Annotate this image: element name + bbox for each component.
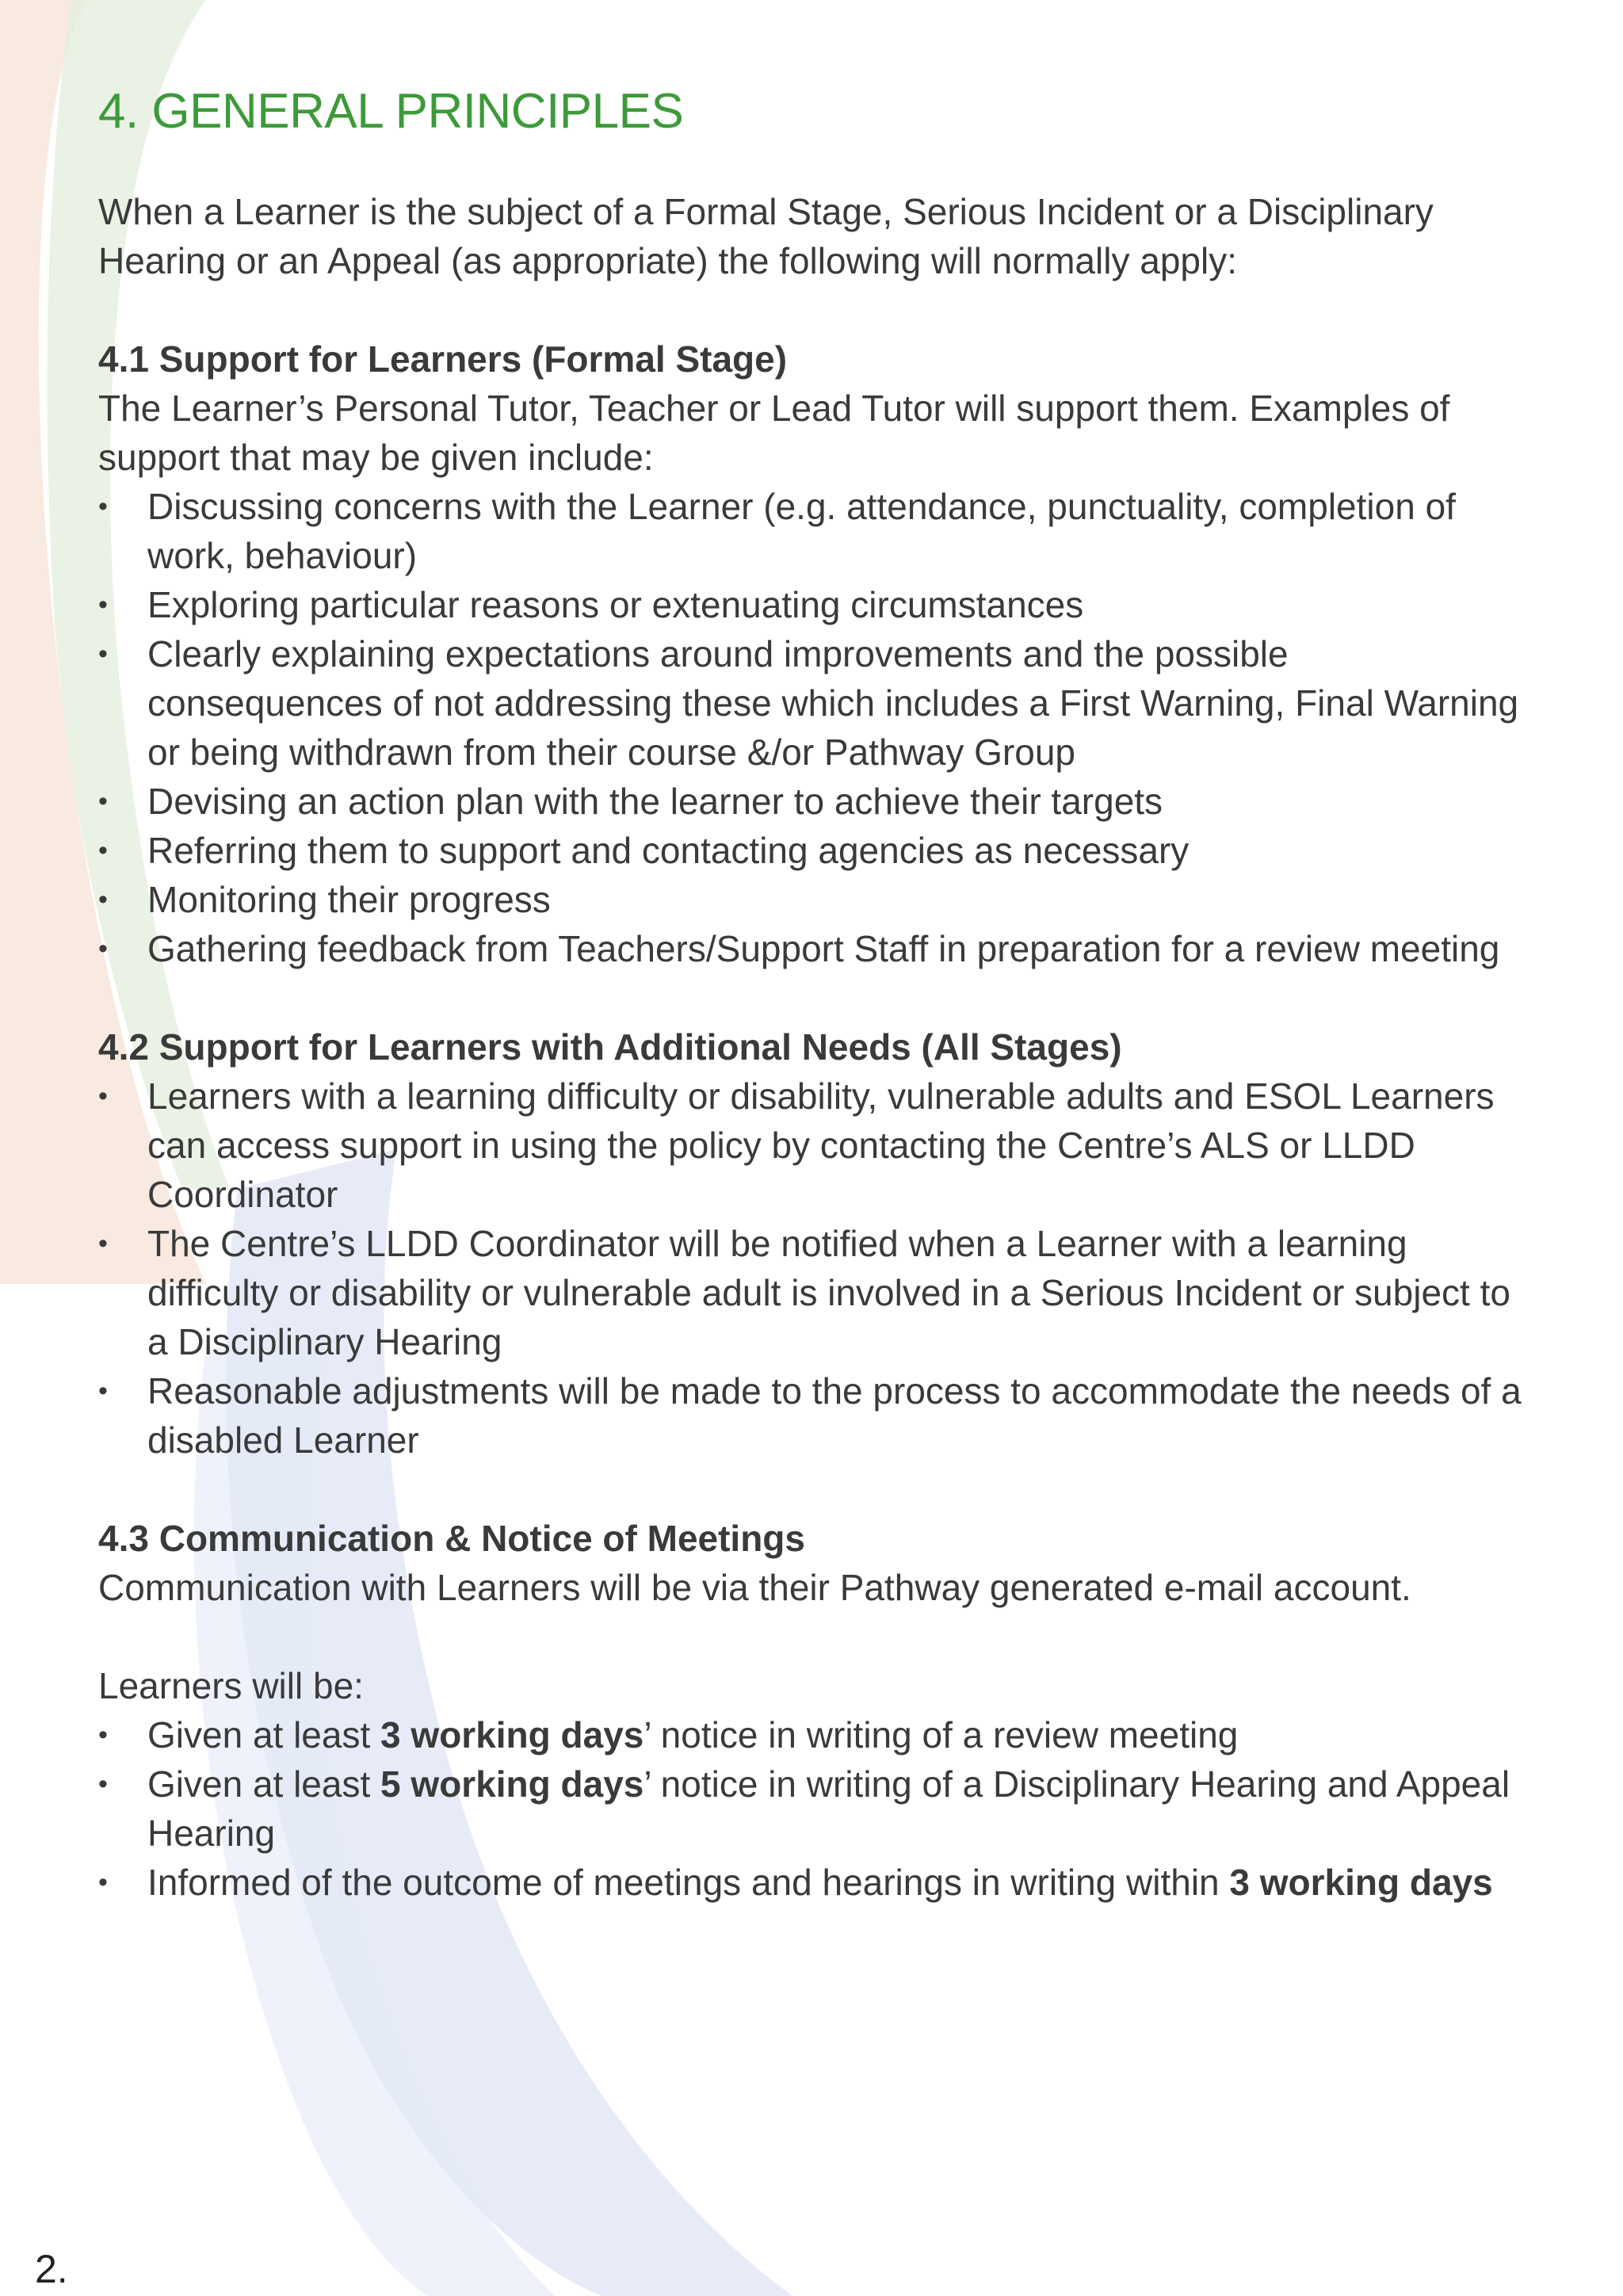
section-4-3-text: Communication with Learners will be via their Pathway generated e-mail account. [98, 1567, 1411, 1609]
page-number: 2. [35, 2247, 68, 2291]
list-item [98, 1710, 1525, 1759]
section-4-2-list [98, 1072, 1525, 1465]
section-4-1-title: 4.1 Support for Learners (Formal Stage) [98, 338, 788, 380]
list-item: • Reasonable adjustments will be made to the process to accommodate the needs of a disabled Learner [98, 1366, 1525, 1465]
list-item [98, 1858, 1525, 1907]
section-4-3-lead: Learners will be: [98, 1665, 364, 1707]
page-heading: 4. GENERAL PRINCIPLES [98, 84, 684, 139]
list-item: • Exploring particular reasons or extenuating circumstances [98, 580, 1525, 629]
notice-days: 3 working days [380, 1714, 644, 1756]
section-4-2-title: 4.2 Support for Learners with Additional Needs (All Stages) [98, 1026, 1122, 1068]
document-body [98, 82, 1525, 1907]
section-4-1 [98, 334, 1525, 973]
outcome-pre: Informed of the outcome of meetings and hearings in writing within [147, 1862, 1230, 1904]
notice-days: 5 working days [380, 1763, 644, 1805]
list-item: • Learners with a learning difficulty or disability, vulnerable adults and ESOL Learners can access support in using the policy by contacting the Centre’s ALS or LLDD Coordinator [98, 1072, 1525, 1219]
list-item: • Discussing concerns with the Learner (e.g. attendance, punctuality, completion of work, behaviour) [98, 482, 1525, 580]
section-4-2 [98, 1022, 1525, 1465]
section-4-3-title: 4.3 Communication & Notice of Meetings [98, 1518, 805, 1560]
list-item: • Referring them to support and contacting agencies as necessary [98, 826, 1525, 875]
list-item: • The Centre’s LLDD Coordinator will be notified when a Learner with a learning difficulty or disability or vulnerable adult is involved in a Serious Incident or subject to a Disciplinary Hearing [98, 1219, 1525, 1366]
section-4-3-list [98, 1710, 1525, 1907]
list-item: • Monitoring their progress [98, 875, 1525, 924]
notice-pre: Given at least [147, 1714, 381, 1756]
intro-paragraph: When a Learner is the subject of a Formal Stage, Serious Incident or a Disciplinary Hearing or an Appeal (as appropriate) the following will normally apply: [98, 191, 1434, 282]
list-item: • Devising an action plan with the learner to achieve their targets [98, 777, 1525, 826]
list-item [98, 1759, 1525, 1858]
list-item: • Clearly explaining expectations around improvements and the possible consequences of not addressing these which includes a First Warning, Final Warning or being withdrawn from their course &/or Pathway Group [98, 629, 1525, 777]
section-4-1-list [98, 482, 1525, 973]
list-item: • Gathering feedback from Teachers/Support Staff in preparation for a review meeting [98, 924, 1525, 973]
section-4-3 [98, 1514, 1525, 1907]
notice-post: ’ notice in writing of a review meeting [643, 1714, 1239, 1756]
notice-post: ’ notice in writing of a Disciplinary Hearing and Appeal Hearing [147, 1763, 1510, 1855]
outcome-days: 3 working days [1229, 1862, 1493, 1904]
notice-pre: Given at least [147, 1763, 381, 1805]
section-4-1-text: The Learner’s Personal Tutor, Teacher or Lead Tutor will support them. Examples of support that may be given include: [98, 388, 1450, 479]
